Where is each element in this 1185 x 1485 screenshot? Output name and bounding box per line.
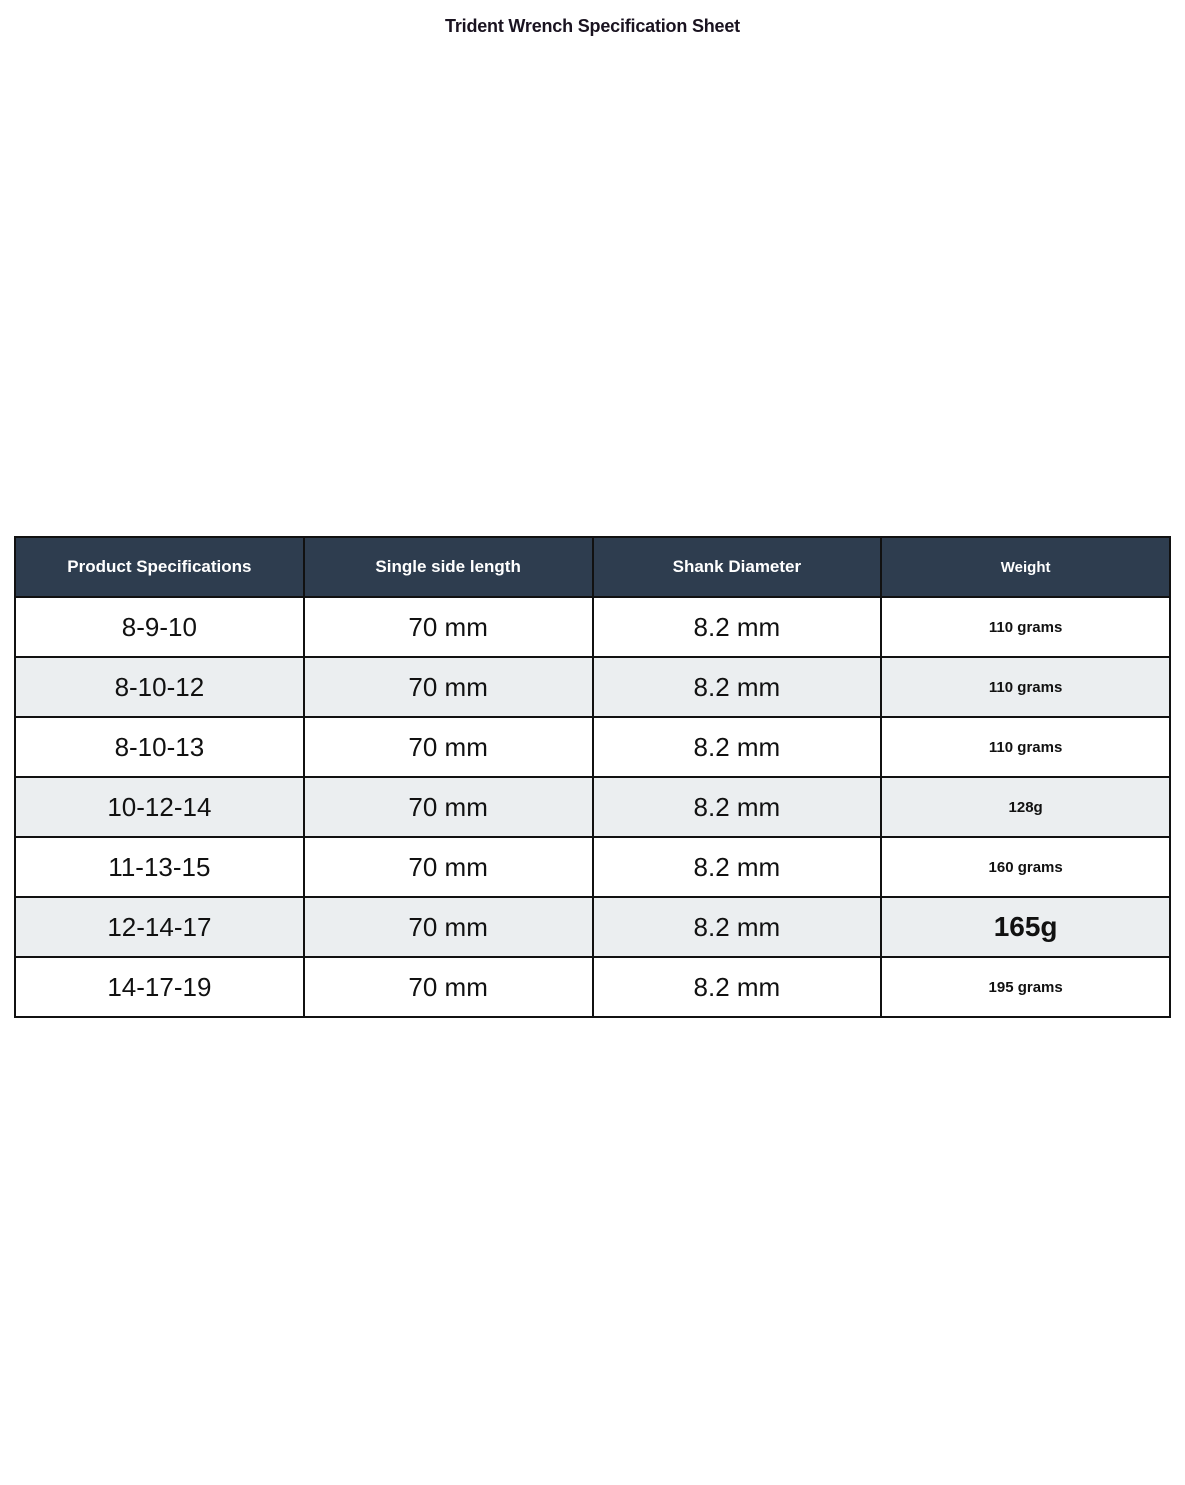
table-row xyxy=(15,717,1170,777)
cell-diameter: 8.2 mm xyxy=(593,837,882,897)
header-row xyxy=(15,537,1170,597)
cell-diameter: 8.2 mm xyxy=(593,777,882,837)
cell-diameter: 8.2 mm xyxy=(593,597,882,657)
cell-spec: 8-9-10 xyxy=(15,597,304,657)
table-row xyxy=(15,597,1170,657)
cell-weight: 110 grams xyxy=(881,597,1170,657)
cell-weight: 165g xyxy=(881,897,1170,957)
cell-spec: 14-17-19 xyxy=(15,957,304,1017)
table-row xyxy=(15,957,1170,1017)
cell-length: 70 mm xyxy=(304,597,593,657)
spec-table xyxy=(14,536,1171,1018)
table-row xyxy=(15,777,1170,837)
cell-spec: 10-12-14 xyxy=(15,777,304,837)
cell-length: 70 mm xyxy=(304,957,593,1017)
cell-length: 70 mm xyxy=(304,717,593,777)
header-single-side-length: Single side length xyxy=(304,537,593,597)
cell-length: 70 mm xyxy=(304,897,593,957)
table-row xyxy=(15,657,1170,717)
cell-weight: 110 grams xyxy=(881,717,1170,777)
cell-diameter: 8.2 mm xyxy=(593,657,882,717)
cell-spec: 11-13-15 xyxy=(15,837,304,897)
cell-weight: 128g xyxy=(881,777,1170,837)
table-row xyxy=(15,837,1170,897)
header-shank-diameter: Shank Diameter xyxy=(593,537,882,597)
cell-spec: 8-10-13 xyxy=(15,717,304,777)
cell-weight: 195 grams xyxy=(881,957,1170,1017)
cell-spec: 8-10-12 xyxy=(15,657,304,717)
table-header xyxy=(15,537,1170,597)
table-body xyxy=(15,597,1170,1017)
cell-weight: 110 grams xyxy=(881,657,1170,717)
cell-diameter: 8.2 mm xyxy=(593,717,882,777)
cell-weight: 160 grams xyxy=(881,837,1170,897)
page-title: Trident Wrench Specification Sheet xyxy=(445,16,740,36)
header-weight: Weight xyxy=(881,537,1170,597)
cell-length: 70 mm xyxy=(304,777,593,837)
header-product-specifications: Product Specifications xyxy=(15,537,304,597)
cell-spec: 12-14-17 xyxy=(15,897,304,957)
table-row xyxy=(15,897,1170,957)
cell-length: 70 mm xyxy=(304,657,593,717)
cell-diameter: 8.2 mm xyxy=(593,957,882,1017)
cell-length: 70 mm xyxy=(304,837,593,897)
cell-diameter: 8.2 mm xyxy=(593,897,882,957)
